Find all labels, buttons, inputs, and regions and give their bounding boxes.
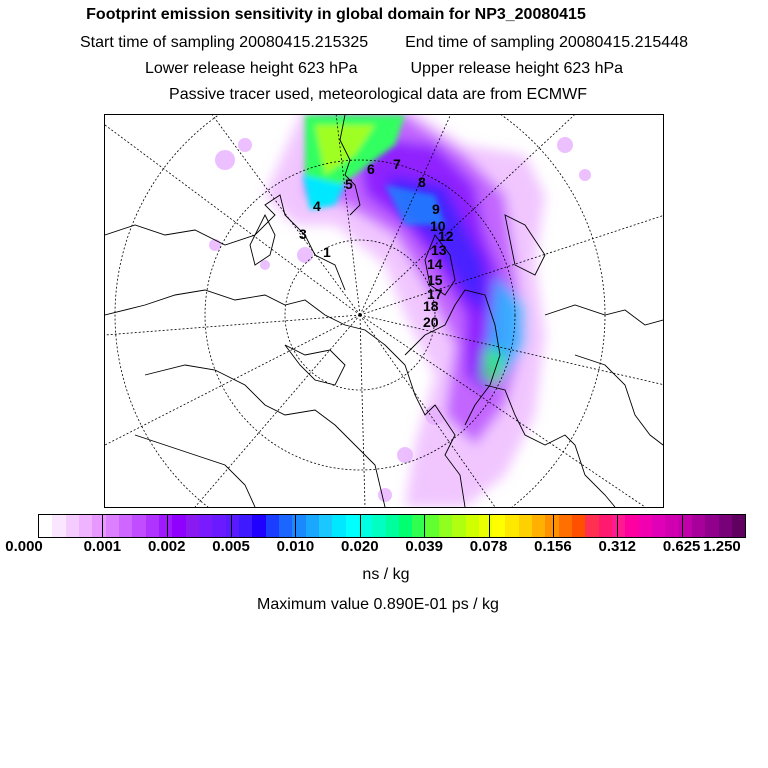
start-time-label: Start time of sampling 20080415.215325 (80, 34, 369, 51)
max-value-label: Maximum value 0.890E-01 ps / kg (257, 596, 499, 613)
colorbar-tick (424, 514, 425, 538)
colorbar-tick (231, 514, 232, 538)
traj-label: 7 (393, 156, 401, 172)
map-svg (105, 115, 663, 507)
upper-release-label: Upper release height 623 hPa (410, 60, 624, 77)
traj-label: 10 (430, 218, 446, 234)
colorbar-tick (38, 514, 39, 538)
colorbar-tick-label: 0.039 (405, 538, 443, 555)
colorbar-tick (617, 514, 618, 538)
colorbar-tick-label: 0.002 (147, 538, 186, 555)
colorbar-tick-label: 0.078 (469, 538, 508, 555)
colorbar-tick-label: 0.000 (5, 538, 43, 555)
colorbar-tick-label: 0.005 (212, 538, 250, 555)
lower-release-label: Lower release height 623 hPa (144, 60, 358, 77)
colorbar-tick (167, 514, 168, 538)
colorbar-tick-label: 0.625 (662, 538, 701, 555)
colorbar-tick (553, 514, 554, 538)
colorbar-tick-label: 0.020 (341, 538, 379, 555)
map-title: Footprint emission sensitivity in global domain for NP3_20080415 (86, 6, 586, 23)
colorbar-tick (295, 514, 296, 538)
colorbar-tick (745, 514, 746, 538)
traj-label: 17 (427, 286, 443, 302)
colorbar-tick-label: 0.010 (276, 538, 315, 555)
release-heights (0, 60, 768, 78)
traj-label: 5 (345, 176, 353, 192)
traj-label: 15 (427, 272, 443, 288)
traj-label: 20 (423, 314, 439, 330)
traj-label: 8 (418, 174, 426, 190)
end-time-label: End time of sampling 20080415.215448 (405, 34, 688, 51)
colorbar-labels (0, 538, 768, 558)
colorbar-tick (489, 514, 490, 538)
colorbar-ticks (38, 514, 746, 538)
units-label: ns / kg (362, 566, 410, 583)
colorbar-tick (102, 514, 103, 538)
traj-label: 14 (427, 256, 443, 272)
traj-label: 9 (432, 201, 440, 217)
traj-label: 18 (423, 298, 439, 314)
traj-label: 3 (299, 226, 307, 242)
traj-label: 13 (431, 242, 447, 258)
colorbar-tick-label: 0.001 (83, 538, 122, 555)
colorbar-tick (360, 514, 361, 538)
traj-label: 12 (438, 228, 454, 244)
traj-label: 6 (367, 161, 375, 177)
sampling-times (0, 34, 768, 52)
colorbar-tick (682, 514, 683, 538)
colorbar-tick-label: 0.312 (598, 538, 637, 555)
colorbar-tick-label: 0.156 (534, 538, 572, 555)
colorbar-tick-label: 1.250 (703, 538, 741, 555)
footprint-map (104, 114, 664, 508)
traj-label: 4 (313, 198, 321, 214)
tracer-note: Passive tracer used, meteorological data are from ECMWF (169, 86, 587, 103)
traj-label: 1 (323, 244, 331, 260)
